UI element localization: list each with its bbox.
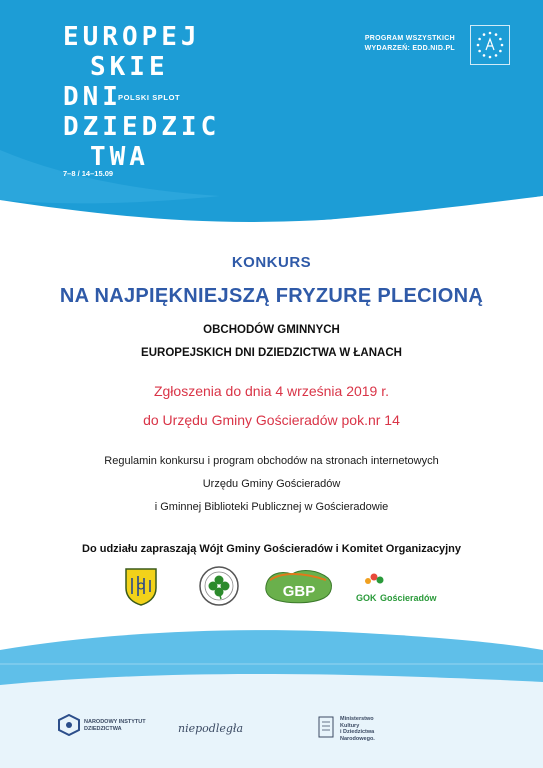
gok-name-text: Gościeradów [380,593,437,603]
ministry-line-3: i Dziedzictwa [340,729,375,735]
eu-stars-icon [470,25,510,65]
header-subtitle: POLSKI SPLOT [118,93,181,102]
rules-line-2: Urzędu Gminy Gościeradów [202,478,341,490]
invitation-text: Do udziału zapraszają Wójt Gminy Gościeradów i Komitet Organizacyjny [82,543,461,555]
contest-label: KONKURS [231,254,312,271]
logo-line-1: EUROPEJ [63,22,201,52]
ministry-name [340,716,375,742]
event-dates: 7–8 / 14–15.09 [63,169,114,178]
program-line-1: PROGRAM WSZYSTKICH [364,35,455,42]
ministry-line-1: Ministerstwo [340,716,374,722]
ministry-emblem-icon [318,716,334,743]
contest-title: NA NAJPIĘKNIEJSZĄ FRYZURĘ PLECIONĄ [59,285,484,307]
footer-background [0,590,543,768]
logo-line-3: DNI [63,82,122,112]
program-line-2: WYDARZEŃ: EDD.NID.PL [364,45,455,52]
deadline-line-2: do Urzędu Gminy Gościeradów pok.nr 14 [143,412,400,428]
ministry-line-4: Narodowego. [340,735,375,742]
rules-line-1: Regulamin konkursu i program obchodów na stronach internetowych [104,455,439,467]
ministry-line-2: Kultury [340,722,360,729]
header-band [0,0,543,250]
gbp-text: GBP [282,583,316,600]
subtitle-line-1: OBCHODÓW GMINNYCH [203,324,340,336]
niepodlegla-logo: niepodległa [178,722,244,735]
rules-line-3: i Gminnej Biblioteki Publicznej w Gościeradowie [154,501,389,513]
logo-line-5: TWA [90,142,149,172]
deadline-line-1: Zgłoszenia do dnia 4 września 2019 r. [153,383,390,399]
nid-line-1: NARODOWY INSTYTUT [84,719,146,725]
nid-logo-icon [58,714,80,741]
nid-name [84,719,146,732]
gok-text: GOK [356,593,377,603]
logo-line-4: DZIEDZIC [63,112,221,142]
nid-line-2: DZIEDZICTWA [84,725,122,732]
subtitle-line-2: EUROPEJSKICH DNI DZIEDZICTWA W ŁANACH [141,347,402,359]
program-info [365,34,455,54]
logo-line-2: SKIE [90,52,169,82]
